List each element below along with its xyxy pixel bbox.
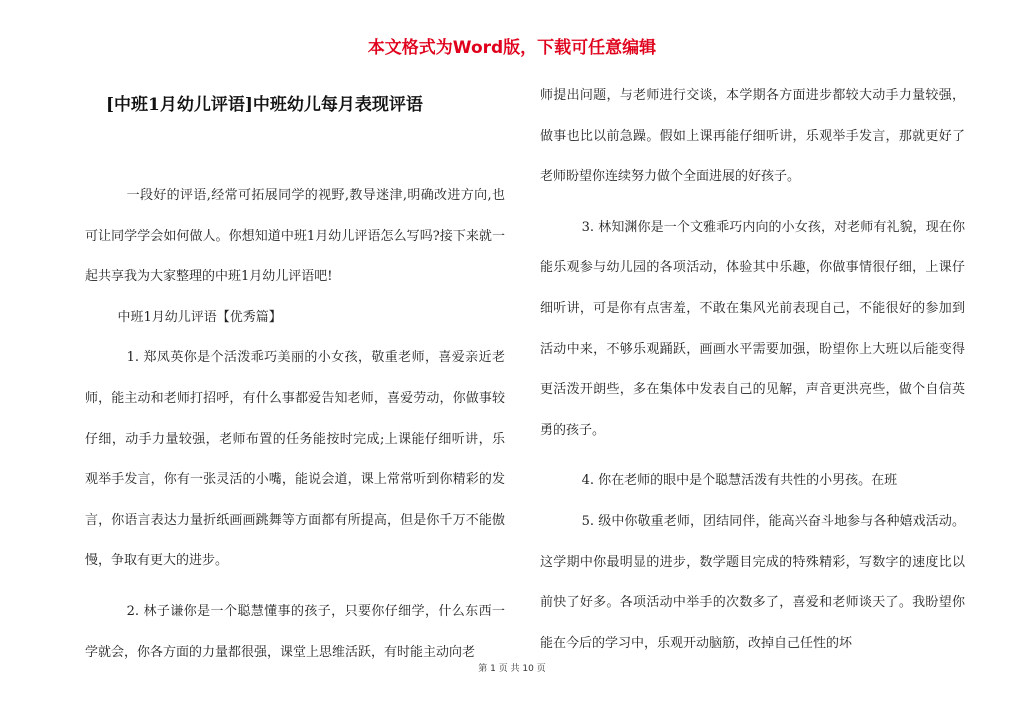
document-title: [中班1月幼儿评语]中班幼儿每月表现评语: [106, 95, 423, 115]
comment-item-3: 3. 林知渊你是一个文雅乖巧内向的小女孩，对老师有礼貌，现在你能乐观参与幼儿园的各项活动，体验其中乐趣，你做事情很仔细，上课仔细听讲，可是你有点害羞，不敢在集风光前表现自己，不能很好的参加到活动中来，不够乐观踊跃，画画水平需要加强，盼望你上大班以后能变得更活泼开朗些，多在集体中发表自己的见解，声音更洪亮些，做个自信英勇的孩子。: [540, 219, 965, 438]
comment-item-2-continued: 师提出问题，与老师进行交谈，本学期各方面进步都较大动手力量较强，做事也比以前急躁。假如上课再能仔细听讲，乐观举手发言，那就更好了老师盼望你连续努力做个全面进展的好孩子。: [540, 88, 965, 185]
right-column: [540, 76, 965, 664]
word-format-banner: 本文格式为Word版，下载可任意编辑: [367, 38, 657, 58]
section-heading: 中班1月幼儿评语【优秀篇】: [117, 309, 282, 325]
comment-item-4: 4. 你在老师的眼中是个聪慧活泼有共性的小男孩。在班: [581, 473, 898, 489]
comment-item-2: 2. 林子谦你是一个聪慧懂事的孩子，只要你仔细学，什么东西一学就会，你各方面的力量都很强，课堂上思维活跃，有时能主动向老: [85, 603, 505, 660]
comment-item-5: 5. 级中你敬重老师，团结同伴，能高兴奋斗地参与各种嬉戏活动。这学期中你最明显的进步，数学题目完成的特殊精彩，写数字的速度比以前快了好多。各项活动中举手的次数多了，喜爱和老师谈天了。我盼望你能在今后的学习中，乐观开动脑筋，改掉自己任性的坏: [540, 513, 965, 651]
page-number-footer: 第 1 页 共 10 页: [478, 664, 546, 674]
left-column: [85, 176, 505, 673]
intro-paragraph: 一段好的评语,经常可拓展同学的视野,教导迷津,明确改进方向,也可让同学学会如何做人。你想知道中班1月幼儿评语怎么写吗?接下来就一起共享我为大家整理的中班1月幼儿评语吧!: [85, 188, 505, 285]
comment-item-1: 1. 郑凤英你是个活泼乖巧美丽的小女孩，敬重老师，喜爱亲近老师，能主动和老师打招呼，有什么事都爱告知老师，喜爱劳动，你做事较仔细，动手力量较强，老师布置的任务能按时完成;上课能仔细听讲，乐观举手发言，你有一张灵活的小嘴，能说会道，课上常常听到你精彩的发言，你语言表达力量折纸画画跳舞等方面都有所提高，但是你千万不能傲慢，争取有更大的进步。: [85, 350, 505, 569]
